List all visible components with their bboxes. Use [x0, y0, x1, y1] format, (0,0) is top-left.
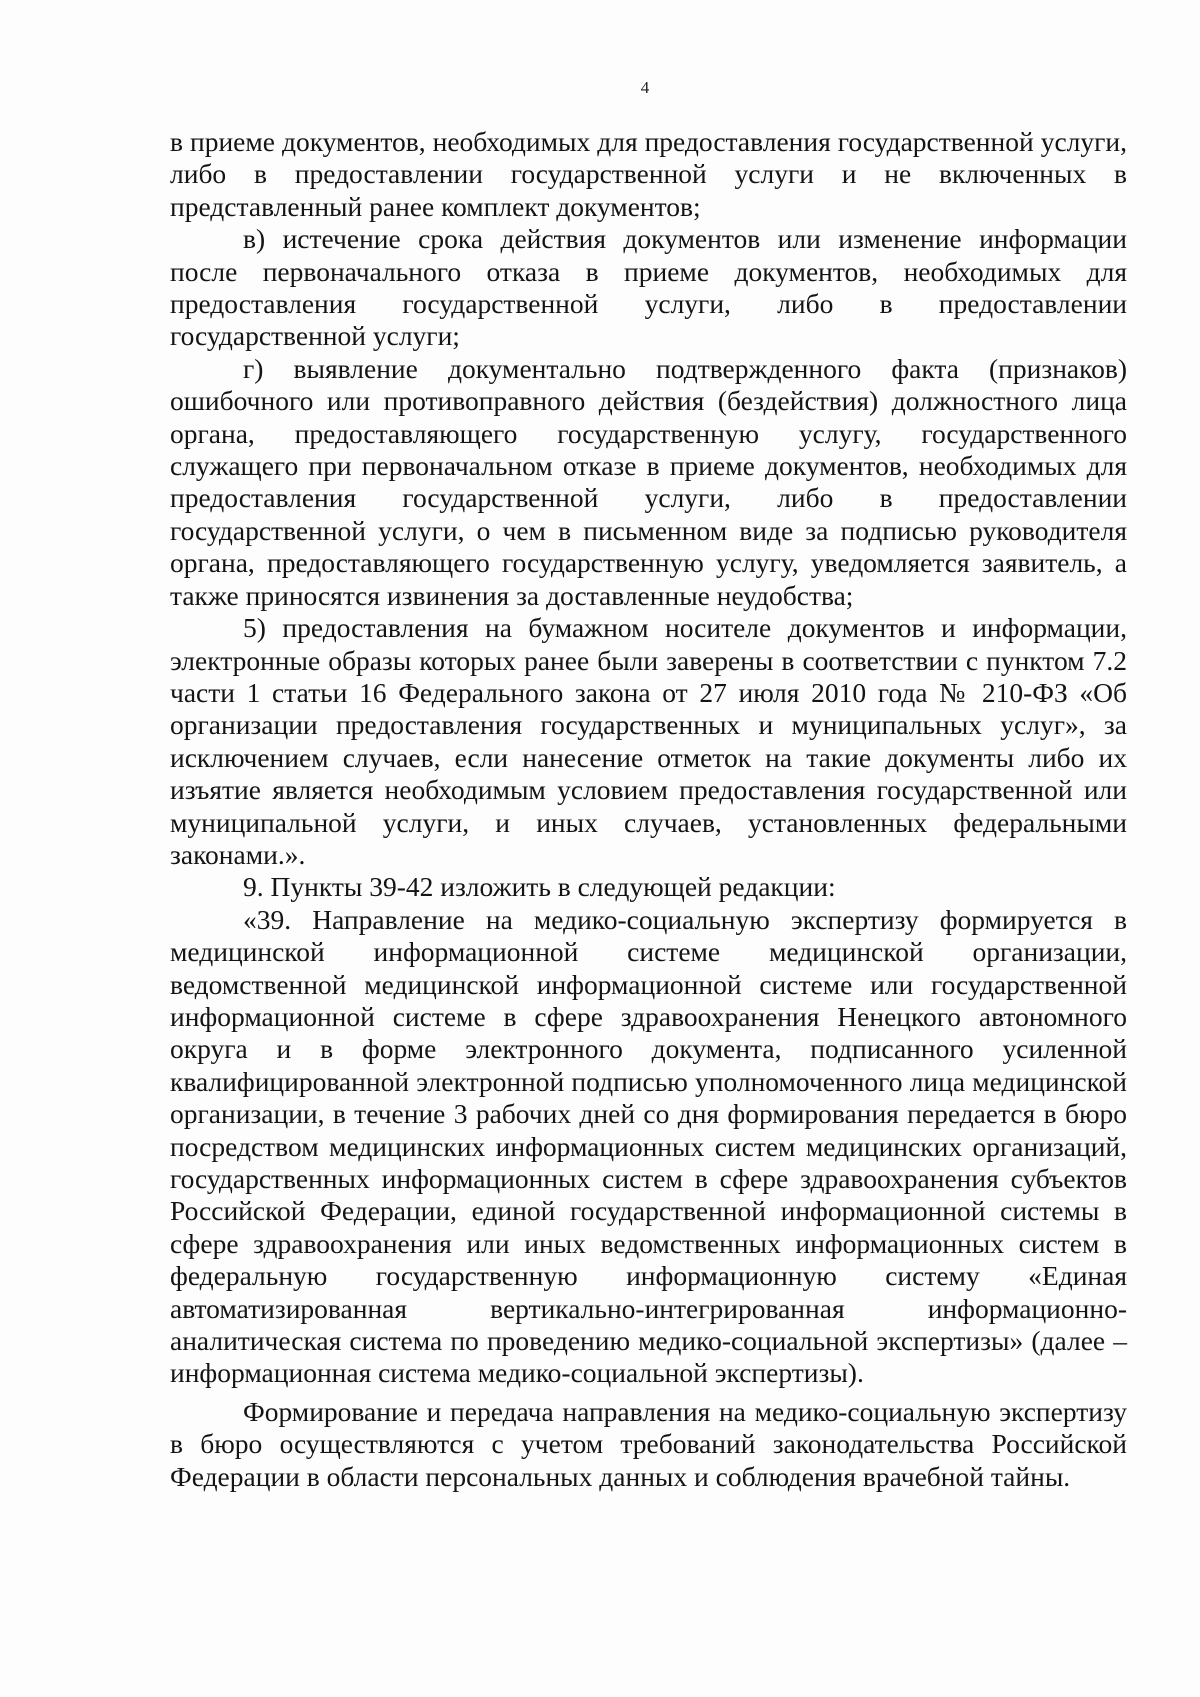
- paragraph-formation: Формирование и передача направления на медико-социальную экспертизу в бюро осуществляются с учетом требований законодательства Российской Федерации в области персональных данных и соблюдения врачебной тайны.: [170, 1395, 1127, 1492]
- document-body: [170, 126, 1127, 1493]
- page-number: 4: [640, 78, 650, 97]
- paragraph-point-39: «39. Направление на медико-социальную экспертизу формируется в медицинской информационной системе медицинской организации, ведомственной медицинской информационной системе или государственной информационной системе в сфере здравоохранения Ненецкого автономного округа и в форме электронного документа, подписанного усиленной квалифицированной электронной подписью уполномоченного лица медицинской организации, в течение 3 рабочих дней со дня формирования передается в бюро посредством медицинских информационных систем медицинских организаций, государственных информационных систем в сфере здравоохранения субъектов Российской Федерации, единой государственной информационной системы в сфере здравоохранения или иных ведомственных информационных систем в федеральную государственную информационную систему «Единая автоматизированная вертикально-интегрированная информационно-аналитическая система по проведению медико-социальной экспертизы» (далее – информационная система медико-социальной экспертизы).: [170, 903, 1127, 1389]
- paragraph-point-9: 9. Пункты 39-42 изложить в следующей редакции:: [243, 871, 836, 903]
- paragraph-continuation: в приеме документов, необходимых для предоставления государственной услуги, либо в предоставлении государственной услуги и не включенных в представленный ранее комплект документов;: [170, 126, 1127, 222]
- paragraph-item-v: в) истечение срока действия документов или изменение информации после первоначального отказа в приеме документов, необходимых для предоставления государственной услуги, либо в предоставлении государственной услуги;: [170, 223, 1127, 352]
- paragraph-item-5: 5) предоставления на бумажном носителе документов и информации, электронные образы которых ранее были заверены в соответствии с пунктом 7.2 части 1 статьи 16 Федерального закона от 27 июля 2010 года № 210-ФЗ «Об организации предоставления государственных и муниципальных услуг», за исключением случаев, если нанесение отметок на такие документы либо их изъятие является необходимым условием предоставления государственной или муниципальной услуги, и иных случаев, установленных федеральными законами.».: [170, 612, 1127, 870]
- paragraph-item-g: г) выявление документально подтвержденного факта (признаков) ошибочного или противоправного действия (бездействия) должностного лица органа, предоставляющего государственную услугу, государственного служащего при первоначальном отказе в приеме документов, необходимых для предоставления государственной услуги, либо в предоставлении государственной услуги, о чем в письменном виде за подписью руководителя органа, предоставляющего государственную услугу, уведомляется заявитель, а также приносятся извинения за доставленные неудобства;: [170, 352, 1127, 611]
